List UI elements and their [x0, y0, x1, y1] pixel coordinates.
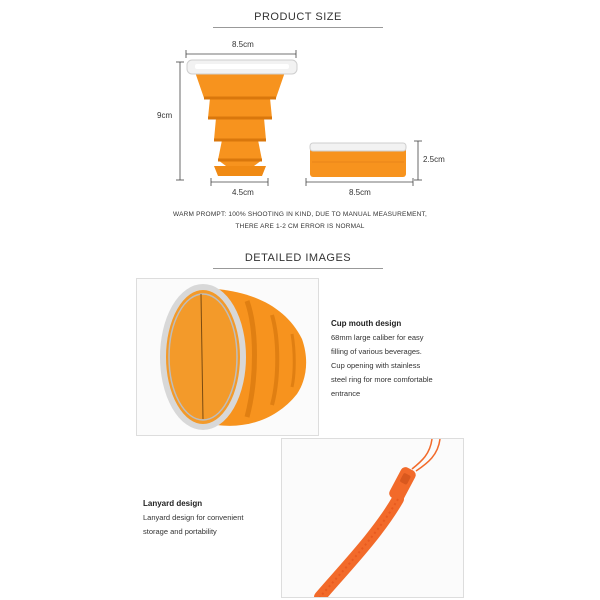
cup-mouth-line1: 68mm large caliber for easy: [331, 333, 424, 342]
cup-mouth-image: [137, 279, 318, 435]
folded-height-dimension-line: [414, 141, 422, 180]
folded-width-dimension-line: [306, 178, 413, 186]
cup-mouth-description: [331, 331, 433, 401]
lanyard-description: [143, 511, 244, 539]
lanyard-image: [282, 439, 463, 597]
cup-mouth-line5: entrance: [331, 389, 361, 398]
cup-mouth-title: Cup mouth design: [331, 319, 402, 328]
top-diameter-label: 8.5cm: [232, 40, 254, 49]
bottom-diameter-label: 4.5cm: [232, 188, 254, 197]
warm-prompt-line1: WARM PROMPT: 100% SHOOTING IN KIND, DUE TO MANUAL MEASUREMENT,: [172, 211, 428, 218]
lanyard-line2: storage and portability: [143, 527, 217, 536]
lanyard-photo: [281, 438, 464, 598]
folded-diameter-label: 8.5cm: [349, 188, 371, 197]
height-label: 9cm: [157, 111, 173, 120]
lanyard-line1: Lanyard design for convenient: [143, 513, 244, 522]
folded-height-label: 2.5cm: [423, 155, 445, 164]
expanded-cup-image: [187, 60, 297, 176]
warm-prompt-line2: THERE ARE 1-2 CM ERROR IS NORMAL: [235, 223, 365, 230]
cup-mouth-line2: filling of various beverages.: [331, 347, 422, 356]
product-size-title: PRODUCT SIZE: [213, 11, 383, 28]
top-dimension-line: [186, 50, 296, 58]
lanyard-title: Lanyard design: [143, 499, 203, 508]
bottom-dimension-line: [211, 178, 268, 186]
folded-cup-image: [310, 143, 406, 177]
product-size-diagram: [0, 0, 600, 240]
height-dimension-line: [176, 62, 184, 180]
cup-mouth-line4: steel ring for more comfortable: [331, 375, 433, 384]
cup-mouth-photo: [136, 278, 319, 436]
detailed-images-title: DETAILED IMAGES: [213, 252, 383, 269]
cup-mouth-line3: Cup opening with stainless: [331, 361, 421, 370]
